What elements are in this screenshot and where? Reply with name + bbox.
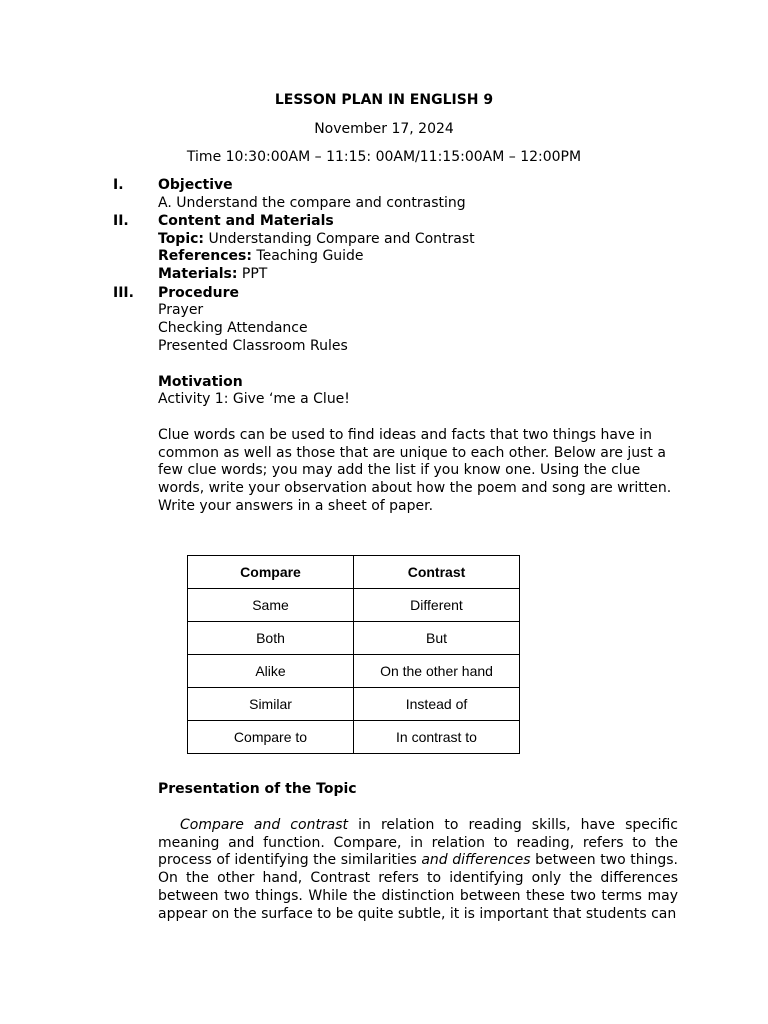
table-row	[188, 721, 520, 754]
motivation-heading: Motivation	[158, 374, 243, 390]
table-row	[188, 688, 520, 721]
contrast-cell: On the other hand	[354, 655, 520, 688]
presentation-text-2: between two things. On the other hand, Contrast refers to identifying only the differences between two things. While the distinction between these two terms may appear on the surface to be quite subtle, it is important that students can	[158, 852, 678, 922]
presentation-heading: Presentation of the Topic	[158, 781, 357, 797]
section-numeral-2: II.	[113, 213, 129, 229]
clue-words-table	[187, 555, 520, 754]
table-row	[188, 655, 520, 688]
document-title: LESSON PLAN IN ENGLISH 9	[274, 92, 494, 108]
presentation-italic-mid: and differences	[421, 852, 531, 869]
content-heading: Content and Materials	[158, 213, 334, 229]
references-label: References:	[158, 248, 252, 264]
topic-label: Topic:	[158, 231, 205, 247]
references-value: Teaching Guide	[251, 248, 364, 264]
topic-value: Understanding Compare and Contrast	[204, 231, 475, 247]
section-numeral-1: I.	[113, 177, 124, 193]
materials-value: PPT	[237, 266, 268, 282]
compare-cell: Both	[188, 622, 354, 655]
compare-cell: Same	[188, 589, 354, 622]
materials-line	[158, 265, 267, 283]
section-numeral-3: III.	[113, 285, 134, 301]
materials-label: Materials:	[158, 266, 238, 282]
references-line	[158, 247, 364, 265]
compare-header: Compare	[188, 556, 354, 589]
topic-line	[158, 230, 475, 248]
contrast-header: Contrast	[354, 556, 520, 589]
contrast-cell: But	[354, 622, 520, 655]
table-row	[188, 622, 520, 655]
contrast-cell: Different	[354, 589, 520, 622]
table-row	[188, 589, 520, 622]
contrast-cell: Instead of	[354, 688, 520, 721]
presentation-italic-lead: Compare and contrast	[180, 817, 349, 833]
procedure-heading: Procedure	[158, 285, 239, 301]
lesson-time: Time 10:30:00AM – 11:15: 00AM/11:15:00AM – 12:00PM	[186, 149, 582, 165]
presentation-paragraph	[158, 817, 678, 923]
presentation-text-1: in relation to reading skills, have specific meaning and function. Compare, in relation to reading, refers to the process of identifying the similarities	[158, 817, 679, 869]
lesson-date: November 17, 2024	[314, 121, 454, 137]
procedure-step: Presented Classroom Rules	[158, 338, 348, 354]
contrast-cell: In contrast to	[354, 721, 520, 754]
procedure-step: Prayer	[158, 302, 204, 318]
table-header-row	[188, 556, 520, 589]
compare-cell: Compare to	[188, 721, 354, 754]
procedure-step: Checking Attendance	[158, 320, 308, 336]
compare-cell: Alike	[188, 655, 354, 688]
objective-item: A. Understand the compare and contrasting	[158, 195, 466, 211]
motivation-paragraph: Clue words can be used to find ideas and facts that two things have in common as well as those that are unique to each other. Below are just a few clue words; you may add the list if you know one. Using the clue words, write your observation about how the poem and song are written. Write your answers in a sheet of paper.	[158, 427, 672, 514]
activity-title: Activity 1: Give ‘me a Clue!	[158, 391, 350, 407]
compare-cell: Similar	[188, 688, 354, 721]
objective-heading: Objective	[158, 177, 233, 193]
